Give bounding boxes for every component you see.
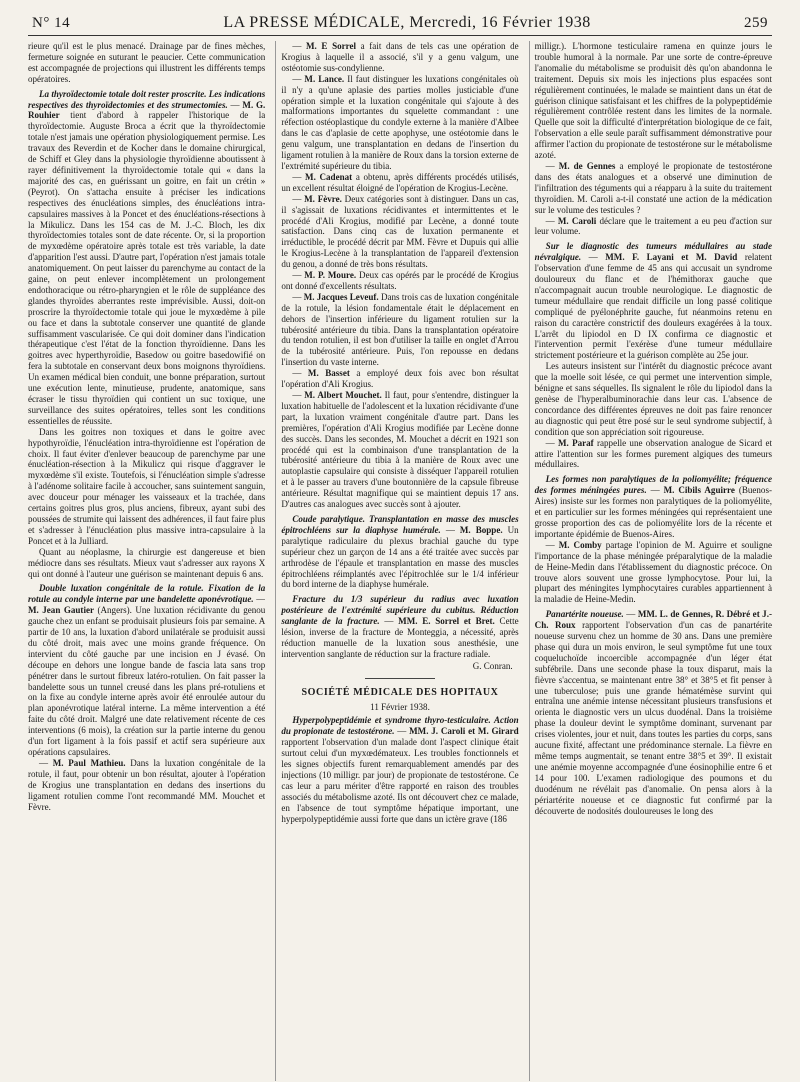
paragraph: Dans les goitres non toxiques et dans le goitre avec hypothyroïdie, l'énucléation intra-thyroïdienne est l'opération de choix. Il faut éviter d'enlever beaucoup de parenchyme par une énucléation-résection à la Mikulicz qui risque d'aggraver le myxœdème s'il existe. Toutefois, si l'énucléation simple s'adresse à l'adénome solitaire facile à accoucher, sans suintement sanguin, avec douceur pour ménager les vaisseaux et la trachée, dans certains goitres plus gros, plus anciens, fibreux, ayant subi des poussées de strumite qui laissent des adhérences, il faut faire plus et s'adresser à l'énucléation plus massive intra-capsulaire à la Poncet et à la Julliard. [28,426,266,546]
discussion-leveuf: — M. Jacques Leveuf. Dans trois cas de luxation congénitale de la rotule, la lésion fondamentale était le déplacement en dehors de l'insertion inférieure du ligament rotulien sur la tubérosité antérieure du tibia. Dans la transplantation opératoire du tendon rotulien, il est bon d'utiliser la taille en onglet d'Arrou de la tubérosité antérieure. Puis, l'on repousse en dedans l'insertion du vaste interne. [281,291,519,368]
author: MM. E. Sorrel et Bret. [398,616,495,627]
author: M. de Gennes [558,160,616,171]
article-title: Hyperpolypeptidémie et syndrome thyro-testiculaire. Action du propionate de testostérone. [281,715,519,737]
discussion-text: a employé deux fois avec bon résultat l'opération d'Ali Krogius. [281,368,519,390]
article-text: Cette lésion, inverse de la fracture de Monteggia, a nécessité, après réduction manuelle de la luxation sous anesthésie, une intervention sanglante de réduction sur la fracture radiale. [281,616,519,659]
article-thyroidectomie: La thyroïdectomie totale doit rester proscrite. Les indications respectives des thyroïdectomies et des strumectomies. — M. G. Rouhier tient d'abord à rappeler l'historique de la thyroïdectomie. Auguste Broca a écrit que la thyroïdectomie totale n'est jamais une opération physiologiquement permise. Les travaux des Reverdin et de Kocher dans le domaine chirurgical, de Schiff et Gley dans la physiologie thyroïdienne aboutissent à rayer définitivement la thyroïdectomie totale qui « dans la majorité des cas, en guérissant un goitre, en fait un crétin » (Peyrot). On s'attacha ensuite à préciser les indications respectives des énucléations simples, des énucléations intra-capsulaires massives à la Poncet et des énucléations-résections à la Mikulicz. Dans les 154 cas de M. J.-C. Bloch, les dix thyroïdectomies totales sont de date récente. Or, si la proportion de myxœdème opératoire après totale est très variable, la date d'apparition l'est aussi. D'autre part, l'opération n'est jamais totale anatomiquement. On peut laisser du parenchyme au contact de la gaine, on peut enlever incomplètement un prolongement endothoracique ou rétro-pharyngien et le rôle de suppléance des glandes thyroïdes aberrantes reste imprévisible. Aussi, doit-on proscrire la thyroïdectomie totale qui joue le myxœdème à pile ou face et dans la subtotale conserver une quantité de glande suffisamment vascularisée. Ce qui doit dominer dans l'indication thérapeutique c'est l'état de la fonction thyroïdienne. Dans les goitres avec hyperthyroïdie, Basedow ou goitre basedowifié on fera la subtotale en conservant deux bons moignons thyroïdiens. Un examen médical bien conduit, une bonne préparation, surtout une exécution lente, minutieuse, prudente, anatomique, sans écraser le tissu thyroïdien qui contient un suc toxique, une surveillance des suites opératoires, telles sont les conditions essentielles de réussite. [28,88,266,426]
author: MM. L. de Gennes, R. Débré et J.-Ch. Roux [534,609,772,631]
discussion-mathieu: — M. Paul Mathieu. Dans la luxation congénitale de la rotule, il faut, pour obtenir un bon résultat, ajouter à l'opération de Krogius une transplantation en dedans des insertions du ligament rotulien comme l'ont recommandé MM. Mouchet et Fèvre. [28,757,266,812]
paragraph: Quant au néoplasme, la chirurgie est dangereuse et bien médiocre dans ses résultats. Mieux vaut s'adresser aux rayons X qui ont donné à l'auteur une guérison se maintenant depuis 6 ans. [28,546,266,579]
page-number: 259 [743,15,768,31]
author: M. P. Moure. [304,270,357,281]
column-3 [529,41,772,1081]
discussion-text: Il faut distinguer les luxations congénitales où il n'y a qu'une aplasie des parties molles justiciable d'une opération simple et la luxation congénitale qui s'ajoute à des malformations importantes du squelette commandant : une réfection ostéoplastique du condyle externe à la manière d'Albee dans le cas d'aplasie de cette apophyse, une ostéotomie dans le genu valgum, une transplantation en dedans de l'insertion du ligament rotulien à la manière de Roux dans la torsion externe de l'extrémité supérieure du tibia. [281,73,519,171]
discussion-text: a fait dans de tels cas une opération de Krogius à laquelle il a associé, s'il y a genu valgum, une ostéotomie sus-condylienne. [281,41,519,73]
author: M. Comby [558,539,602,550]
discussion-mouchet: — M. Albert Mouchet. Il faut, pour s'entendre, distinguer la luxation habituelle de l'adolescent et la luxation récidivante d'une part, la luxation vraiment congénitale d'autre part. Dans les premières, l'opération d'Ali Krogius modifiée par Lecène donne des succès. Dans les secondes, M. Mouchet a décrit en 1921 son procédé qui est la combinaison d'une transplantation de la tubérosité antérieure du tibia à la manière de Roux avec une autoplastie capsulaire qui consiste à disséquer l'appareil rotulien et à le passer au travers d'une boutonnière de la capsule fibreuse antérieure. Résultat magnifique qui se maintient depuis 17 ans. D'autres cas analogues avec succès sont à ajouter. [281,390,519,510]
article-title: Panartérite noueuse. [545,609,624,620]
paragraph: Les auteurs insistent sur l'intérêt du diagnostic précoce avant que la moelle soit lésée, ce qui permet une intervention simple, bénigne et sans séquelles. Ils signalent le rôle du lipiodol dans la genèse de l'hyperalbuminorachie dans leur cas. L'absence de concordance des différentes épreuves ne doit pas faire renoncer au diagnostic qui peut être posé sur le seul syndrome subjectif, à condition que son appréciation soit rigoureuse. [534,361,772,437]
author: M. Jacques Leveuf. [303,291,379,302]
discussion-text: a employé le propionate de testostérone dans des états analogues et a observé une diminution de l'infiltration des téguments qui a réapparu à la suite du traitement thyroïdien. M. Caroli a-t-il constaté une action de la médication sur le volume des testicules ? [534,160,772,215]
discussion-comby: — M. Comby partage l'opinion de M. Aguirre et souligne l'importance de la phase méningée préparalytique de la maladie de Heine-Medin dans l'établissement du diagnostic précoce. On trouve alors souvent une grosse lymphocytose. Pour lui, la plupart des méningites lymphocytaires curables appartiennent à la maladie de Heine-Medin. [534,539,772,605]
article-coude: Coude paralytique. Transplantation en masse des muscles épitrochléens sur la diaphyse humérale. — M. Boppe. Un paralytique radiculaire du plexus brachial gauche du type supérieur chez un garçon de 14 ans a été traitée avec succès par arthrodèse de l'épaule et transplantation en masse des muscles épitrochléens réimplantés avec l'épitrochlée sur le 1/4 inférieur du bord interne de la diaphyse humérale. [281,513,519,590]
article-title: La thyroïdectomie totale doit rester proscrite. Les indications respectives des thyroïdectomies et des strumectomies. [28,88,266,110]
article-panarterite: Panartérite noueuse. — MM. L. de Gennes, R. Débré et J.-Ch. Roux rapportent l'observation d'un cas de panartérite noueuse survenu chez un homme de 30 ans. Dans une première phase qui dura un mois environ, le seul symptôme fut une toux coqueluchoïde incoercible accompagnée d'un léger état subfébrile. Dans une seconde phase la toux disparut, mais la fièvre s'accentua, se maintenant entre 38° et 38°5 et fit penser à une tuberculose; puis une grande hématémèse survint qui entraîna une anémie intense nécessitant plusieurs transfusions et orienta le diagnostic vers un ulcus duodénal. Dans la troisième phase la douleur devint le symptôme dominant, survenant par crises violentes, jour et nuit, dans toutes les parties du corps, sans aucune fixité, affectant une prédominance sternale. La fièvre en même temps augmentait, se tenant entre 38°5 et 39°. Il existait une anémie moyenne accompagnée d'une éosinophilie entre 6 et 14 pour 100. L'examen radiologique des poumons et du duodénum ne révélait pas d'anomalie. On pensa alors à la périartérite noueuse et ce diagnostic fut confirmé par la découverte de nodosités douloureuses le long des [534,609,772,816]
discussion-text: rappelle une observation analogue de Sicard et attire l'attention sur les formes purement algiques des tumeurs médullaires. [534,437,772,470]
discussion-fevre: — M. Fèvre. Deux catégories sont à distinguer. Dans un cas, il s'agissait de luxations récidivantes et intermittentes et le procédé d'Ali Krogius, modifié par Lecène, a donné toute satisfaction. Dans cinq cas de luxation permanente et irréductible, le procédé décrit par MM. Fèvre et Dupuis qui allie le Krogius-Lecène à la transplantation de l'appareil d'extension du genou, a donné de très bons résultats. [281,193,519,270]
discussion-sorrel: — M. E Sorrel a fait dans de tels cas une opération de Krogius à laquelle il a associé, s'il y a genu valgum, une ostéotomie sus-condylienne. [281,41,519,73]
article-text: Un paralytique radiculaire du plexus brachial gauche du type supérieur chez un garçon de 14 ans a été traitée avec succès par arthrodèse de l'épaule et transplantation en masse des muscles épitrochléens réimplantés avec l'épitrochlée sur le 1/4 inférieur du bord interne de la diaphyse humérale. [281,524,519,590]
discussion-caroli: — M. Caroli déclare que le traitement a eu peu d'action sur leur volume. [534,215,772,237]
signature: G. Conran. [472,660,513,671]
journal-title: LA PRESSE MÉDICALE, Mercredi, 16 Février 1938 [223,14,591,31]
article-radius: Fracture du 1/3 supérieur du radius avec luxation postérieure de l'extrémité supérieure du cubitus. Réduction sanglante de la fracture. — MM. E. Sorrel et Bret. Cette lésion, inverse de la fracture de Monteggia, a nécessité, après réduction manuelle de la luxation sous anesthésie, une intervention sanglante de réduction sur la fracture radiale. [281,594,519,659]
author: M. Fèvre. [304,193,342,204]
discussion-text: Il faut, pour s'entendre, distinguer la luxation habituelle de l'adolescent et la luxation récidivante d'une part, la luxation vraiment congénitale d'autre part. Dans les premières, l'opération d'Ali Krogius modifiée par Lecène donne des succès. Dans les secondes, M. Mouchet a décrit en 1921 son procédé qui est la combinaison d'une transplantation de la tubérosité antérieure du tibia à la manière de Roux avec une autoplastie capsulaire qui consiste à disséquer l'appareil rotulien et à le passer au travers d'une boutonnière de la capsule fibreuse antérieure. Résultat magnifique qui se maintient depuis 17 ans. D'autres cas analogues avec succès sont à ajouter. [281,390,519,510]
article-text: rapportent l'observation d'un malade dont l'aspect clinique était surtout celui d'un myxœdémateux. Les troubles fonctionnels et les signes objectifs furent remarquablement amendés par des injections (10 milligr. par jour) de propionate de testostérone. Ce cas leur a paru mériter d'être rapporté en raison des troubles associés du métabolisme azoté. Ils ont découvert chez ce malade, en l'absence de tout symptôme hépatique important, une hyperpolypeptidémie aussi forte que dans un ictère grave (186 [281,737,519,824]
discussion-text: Dans trois cas de luxation congénitale de la rotule, la lésion fondamentale était le déplacement en dehors de l'insertion inférieure du ligament rotulien sur la tubérosité antérieure du tibia. Dans la transplantation opératoire du tendon rotulien, il est bon d'utiliser la taille en onglet d'Arrou de la tubérosité antérieure. Puis, l'on repousse en dedans l'insertion du vaste interne. [281,291,519,368]
society-heading: SOCIÉTÉ MÉDICALE DES HOPITAUX [301,686,499,698]
article-hyperpolypeptidemie: Hyperpolypeptidémie et syndrome thyro-testiculaire. Action du propionate de testostérone. — MM. J. Caroli et M. Girard rapportent l'observation d'un malade dont l'aspect clinique était surtout celui d'un myxœdémateux. Les troubles fonctionnels et les signes objectifs furent remarquablement amendés par des injections (10 milligr. par jour) de propionate de testostérone. Ce cas leur a paru mériter d'être rapporté en raison des troubles associés du métabolisme azoté. Ils ont découvert chez ce malade, en l'absence de tout symptôme hépatique important, une hyperpolypeptidémie aussi forte que dans un ictère grave (186 [281,715,519,824]
author: M. Paraf [558,437,594,448]
article-poliomyelite: Les formes non paralytiques de la poliomyélite; fréquence des formes méningées pures. — M. Cibils Aguirre (Buenos-Aires) insiste sur les formes non paralytiques de la poliomyélite, et en particulier sur les formes méningées qui représentaient une grosse proportion des cas de poliomyélite lors de la récente et importante épidémie de Buenos-Aires. [534,474,772,539]
author: M. Jean Gautier [28,605,94,616]
issue-number: N° 14 [32,15,71,31]
column-1 [28,41,265,1081]
article-title: Les formes non paralytiques de la poliomyélite; fréquence des formes méningées pures. [534,474,772,496]
discussion-gennes: — M. de Gennes a employé le propionate de testostérone dans des états analogues et a observé une diminution de l'infiltration des téguments qui a réapparu à la suite du traitement thyroïdien. M. Caroli a-t-il constaté une action de la médication sur le volume des testicules ? [534,160,772,215]
author: M. Basset [307,368,350,379]
paragraph: rieure qu'il est le plus menacé. Drainage par de fines mèches, fermeture soignée en suturant le peaucier. Cette communication est accompagnée de projections qui illustrent les différents temps opératoires. [28,41,266,84]
discussion-moure: — M. P. Moure. Deux cas opérés par le procédé de Krogius ont donné d'excellents résultats. [281,270,519,291]
article-title: Double luxation congénitale de la rotule. Fixation de la rotule au condyle interne par une bandelette aponévrotique. [28,583,266,605]
author: M. E Sorrel [306,41,357,51]
article-text: rapportent l'observation d'un cas de panartérite noueuse survenu chez un homme de 30 ans. Dans une première phase qui dura un mois environ, le seul symptôme fut une toux coqueluchoïde incoercible accompagnée d'un léger état subfébrile. Dans une seconde phase la toux disparut, mais la fièvre s'accentua, se maintenant entre 38° et 38°5 et fit penser à une tuberculose; puis une grande hématémèse survint qui entraîna une anémie intense nécessitant plusieurs transfusions et orienta le diagnostic vers un ulcus duodénal. Dans la troisième phase la douleur devint le symptôme dominant, survenant par crises violentes, jour et nuit, dans toutes les parties du corps, sans aucune fixité, affectant une prédominance sternale. La fièvre en même temps augmentait, se tenant entre 38°5 et 39°. Il existait une anémie moyenne accompagnée d'une éosinophilie entre 6 et 14 pour 100. L'examen radiologique des poumons et du duodénum ne révélait pas d'anomalie. On pensa alors à la périartérite noueuse et ce diagnostic fut confirmé par la découverte de nodosités douloureuses le long des [534,620,772,816]
paragraph: milligr.). L'hormone testiculaire ramena en quinze jours le trouble humoral à la normale. Par une sorte de contre-épreuve l'anomalie du métabolisme se produisit dès qu'on abandonna le traitement. Depuis six mois les injections plus espacées sont régulièrement continuées, le malade se maintient dans un état de guérison clinique satisfaisant et les chiffres de la polypeptidémie régulièrement contrôlée restent dans les limites de la normale. Quelle que soit la difficulté d'interprétation biologique de ce fait, l'observation a elle seule paraît suffisamment démonstrative pour affirmer l'action du propionate de testostérone sur le métabolisme azoté. [534,41,772,161]
discussion-text: Dans la luxation congénitale de la rotule, il faut, pour obtenir un bon résultat, ajouter à l'opération de Krogius une transplantation en dedans des insertions du ligament rotulien comme l'ont recommandé MM. Mouchet et Fèvre. [28,757,266,812]
column-2 [275,41,518,1081]
article-title: Sur le diagnostic des tumeurs médullaires au stade névralgique. [534,241,772,263]
author: M. Lance. [304,73,345,84]
article-tumeurs-medullaires: Sur le diagnostic des tumeurs médullaires au stade névralgique. — MM. F. Layani et M. David relatent l'observation d'une femme de 45 ans qui accusait un syndrome douloureux du flanc et de l'hémithorax gauche que n'accompagnait aucun trouble neurologique. Le diagnostic de tumeur médullaire que rendait difficile un long passé colitique compliqué de pyélonéphrite gauche, fut néanmoins retenu en raison du caractère constrictif des douleurs exagérées à la toux. L'arrêt du lipiodol en D IX confirma ce diagnostic et l'intervention permit l'exérèse d'une tumeur médullaire strictement postérieure et la guérison complète au 25e jour. [534,241,772,361]
discussion-text: déclare que le traitement a eu peu d'action sur leur volume. [534,215,772,237]
discussion-paraf: — M. Paraf rappelle une observation analogue de Sicard et attire l'attention sur les formes purement algiques des tumeurs médullaires. [534,437,772,470]
author: M. G. Rouhier [28,99,266,121]
discussion-text: partage l'opinion de M. Aguirre et souligne l'importance de la phase méningée préparalytique de la maladie de Heine-Medin dans l'établissement du diagnostic précoce. On trouve alors souvent une grosse lymphocytose. Pour lui, la plupart des méningites lymphocytaires curables appartiennent à la maladie de Heine-Medin. [534,539,772,605]
columns [28,41,772,1081]
article-text: (Buenos-Aires) insiste sur les formes non paralytiques de la poliomyélite, et en particulier sur les formes méningées qui représentaient une grosse proportion des cas de poliomyélite lors de la récente et importante épidémie de Buenos-Aires. [534,485,772,539]
article-text: (Angers). Une luxation récidivante du genou gauche chez un enfant se produisait plusieurs fois par semaine. A partir de 10 ans, la luxation d'abord unilatérale se produisit aussi du côté droit, mais avec une moins grande fréquence. On intervient du côté gauche par une incision en J évasé. On découpe en dehors une longue bande de fascia lata sans trop pénétrer dans le surtout fibreux latéro-rotulien. On fait passer la bandelette sous un tunnel creusé dans les plans pré-rotuliens et on la fixe au condyle interne après avoir été enroulée autour du plan aponévrotique latéral interne. La même intervention a été faite du côté droit. Malgré une date relativement récente de ces interventions (6 mois), la création sur la partie interne du genou d'un fort ligament à la fois passif et actif sera supérieure aux opérations capsulaires. [28,605,266,757]
author: MM. J. Caroli et M. Girard [409,726,519,737]
article-title: Fracture du 1/3 supérieur du radius avec luxation postérieure de l'extrémité supérieure du cubitus. Réduction sanglante de la fracture. [281,594,519,627]
article-text: tient d'abord à rappeler l'historique de la thyroïdectomie. Auguste Broca a écrit que la thyroïdectomie totale n'est jamais une opération physiologiquement permise. Les travaux des Reverdin et de Kocher dans le domaine chirurgical, de Schiff et Gley dans la physiologie thyroïdienne aboutissent à rayer définitivement la thyroïdectomie totale qui « dans la majorité des cas, en guérissant un goitre, en fait un crétin » (Peyrot). On s'attacha ensuite à préciser les indications respectives des énucléations simples, des énucléations intra-capsulaires massives à la Poncet et des énucléations-résections à la Mikulicz. Dans les 154 cas de M. J.-C. Bloch, les dix thyroïdectomies totales sont de date récente. Or, si la proportion de myxœdème opératoire après totale est très variable, la date d'apparition l'est aussi. D'autre part, l'opération n'est jamais totale anatomiquement. On peut laisser du parenchyme au contact de la gaine, on peut enlever incomplètement un prolongement endothoracique ou rétro-pharyngien et le rôle de suppléance des glandes thyroïdes aberrantes reste imprévisible. Aussi, doit-on proscrire la thyroïdectomie totale qui joue le myxœdème à pile ou face et dans la subtotale conserver une quantité de glande suffisamment vascularisée. Ce qui doit dominer dans l'indication thérapeutique c'est l'état de la fonction thyroïdienne. Dans les goitres avec hyperthyroïdie, Basedow ou goitre basedowifié on fera la subtotale en conservant deux bons moignons thyroïdiens. Un examen médical bien conduit, une bonne préparation, surtout une exécution lente, minutieuse, prudente, anatomique, sans écraser le tissu thyroïdien qui contient un suc toxique, une surveillance des suites opératoires, telles sont les conditions essentielles de réussite. [28,110,266,426]
author: M. Cibils Aguirre [663,485,735,496]
discussion-lance: — M. Lance. Il faut distinguer les luxations congénitales où il n'y a qu'une aplasie des parties molles justiciable d'une opération simple et la luxation congénitale qui s'ajoute à des malformations importantes du squelette commandant : une réfection ostéoplastique du condyle externe à la manière d'Albee dans le cas d'aplasie de cette apophyse, une ostéotomie dans le genu valgum, une transplantation en dedans de l'insertion du ligament rotulien à la manière de Roux dans la torsion externe de l'extrémité supérieure du tibia. [281,73,519,171]
discussion-text: a obtenu, après différents procédés utilisés, un excellent résultat éloigné de l'opération de Krogius-Lecène. [281,171,519,193]
author: M. Boppe. [459,524,503,535]
article-title: Coude paralytique. Transplantation en masse des muscles épitrochléens sur la diaphyse humérale. [281,513,519,535]
section-divider [365,678,435,679]
discussion-text: Deux cas opérés par le procédé de Krogius ont donné d'excellents résultats. [281,270,519,291]
society-date: 11 Février 1938. [370,701,430,712]
author: M. Albert Mouchet. [304,390,382,400]
author: M. Caroli [557,215,597,226]
author: M. Cadenat [305,171,353,182]
discussion-basset: — M. Basset a employé deux fois avec bon résultat l'opération d'Ali Krogius. [281,368,519,390]
author: MM. F. Layani et M. David [605,252,738,263]
author: M. Paul Mathieu. [52,757,126,768]
discussion-cadenat: — M. Cadenat a obtenu, après différents procédés utilisés, un excellent résultat éloigné de l'opération de Krogius-Lecène. [281,171,519,193]
article-text: relatent l'observation d'une femme de 45 ans qui accusait un syndrome douloureux du flanc et de l'hémithorax gauche que n'accompagnait aucun trouble neurologique. Le diagnostic de tumeur médullaire que rendait difficile un long passé colitique compliqué de pyélonéphrite gauche, fut néanmoins retenu en raison du caractère constrictif des douleurs exagérées à la toux. L'arrêt du lipiodol en D IX confirma ce diagnostic et l'intervention permit l'exérèse d'une tumeur médullaire strictement postérieure et la guérison complète au 25e jour. [534,252,772,361]
article-luxation-rotule: Double luxation congénitale de la rotule. Fixation de la rotule au condyle interne par une bandelette aponévrotique. — M. Jean Gautier (Angers). Une luxation récidivante du genou gauche chez un enfant se produisait plusieurs fois par semaine. A partir de 10 ans, la luxation d'abord unilatérale se produisit aussi du côté droit, mais avec une moins grande fréquence. On intervient du côté gauche par une incision en J évasé. On découpe en dehors une longue bande de fascia lata sans trop pénétrer dans le surtout fibreux latéro-rotulien. On fait passer la bandelette sous un tunnel creusé dans les plans pré-rotuliens et on la fixe au condyle interne après avoir été enroulée autour du plan aponévrotique latéral interne. La même intervention a été faite du côté droit. Malgré une date relativement récente de ces interventions (6 mois), la création sur la partie interne du genou d'un fort ligament à la fois passif et actif sera supérieure aux opérations capsulaires. [28,583,266,757]
discussion-text: Deux catégories sont à distinguer. Dans un cas, il s'agissait de luxations récidivantes et intermittentes et le procédé d'Ali Krogius, modifié par Lecène, a donné toute satisfaction. Dans cinq cas de luxation permanente et irréductible, le procédé décrit par MM. Fèvre et Dupuis qui allie le Krogius-Lecène à la transplantation de l'appareil d'extension du genou, a donné de très bons résultats. [281,193,519,270]
page-header [28,14,772,36]
